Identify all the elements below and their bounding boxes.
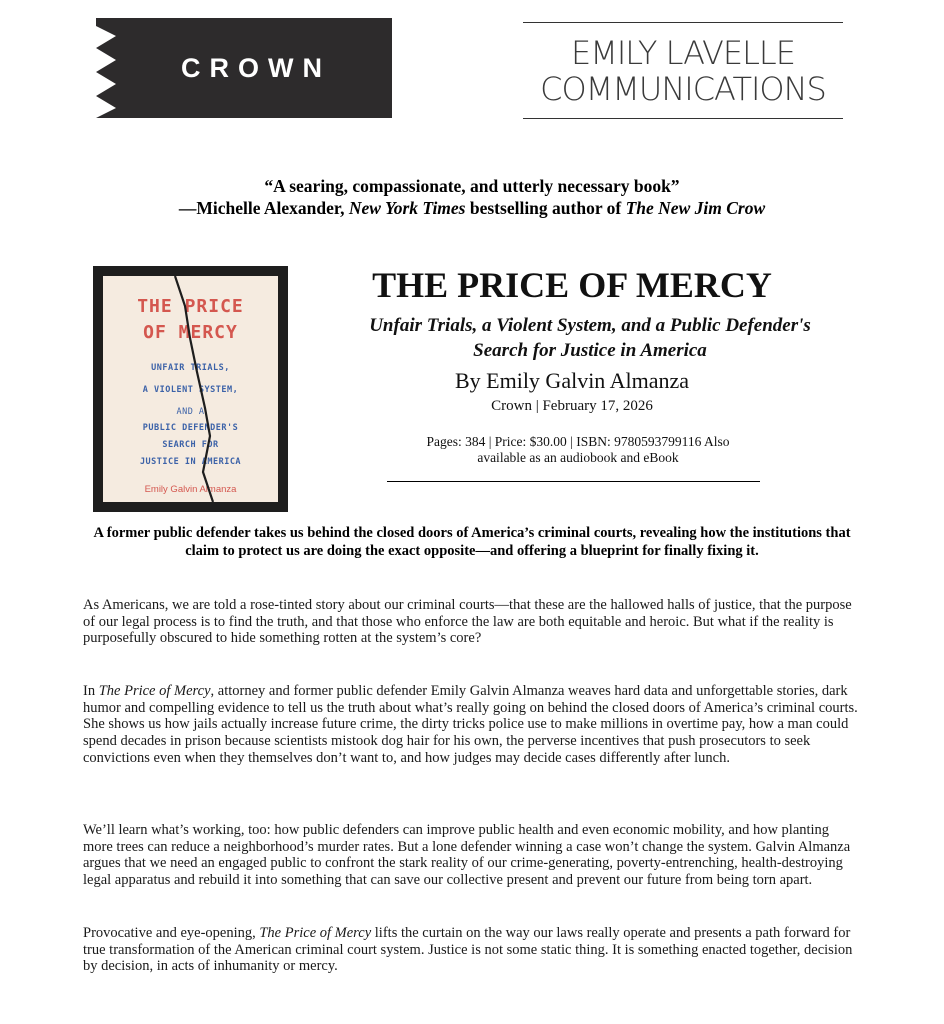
- p2-text: , attorney and former public defender Emily Galvin Almanza weaves hard data and unforgettable stories, dark humor and compelling evidence to tell us the truth about what’s really going on behind the closed doors of America’s criminal courts. She shows us how jails actually increase future crime, the dirty tricks police use to make millions in overtime pay, how a man could spend decades in prison because scientists mistook dog hair for his own, the perverse incentives that push prosecutors to seek convictions even when they themselves don’t want to, and how judges may decide cases differently after lunch.: [83, 683, 858, 766]
- endorsement-attribution: [0, 197, 944, 219]
- agency-logo-rule-bottom: [523, 118, 843, 119]
- book-subtitle: [296, 313, 884, 363]
- p4-book-title: The Price of Mercy: [259, 925, 372, 941]
- crown-logo-text: CROWN: [181, 52, 331, 83]
- cover-subtitle-line3: AND A: [176, 407, 205, 417]
- attribution-middle: bestselling author of: [465, 198, 626, 218]
- p4-intro: Provocative and eye-opening,: [83, 925, 260, 941]
- attribution-book: The New Jim Crow: [625, 198, 766, 218]
- agency-logo: [523, 22, 843, 122]
- agency-logo-rule-top: [523, 22, 843, 23]
- cover-title-line2: OF MERCY: [143, 322, 238, 343]
- book-cover-paper: [103, 276, 278, 502]
- lead-paragraph: A former public defender takes us behind the closed doors of America’s criminal courts, revealing how the institutions that claim to protect us are doing the exact opposite—and offering a blueprint for finally fixing it.: [93, 525, 851, 559]
- book-details-line1: Pages: 384 | Price: $30.00 | ISBN: 9780593799116 Also: [426, 434, 730, 449]
- cover-subtitle-line4: PUBLIC DEFENDER'S: [142, 423, 239, 433]
- book-title: THE PRICE OF MERCY: [372, 265, 772, 305]
- book-details: [380, 434, 776, 466]
- cover-subtitle-line1: UNFAIR TRIALS,: [151, 363, 230, 373]
- book-details-line2: available as an audiobook and eBook: [477, 450, 679, 465]
- attribution-publication: New York Times: [348, 198, 466, 218]
- p2-intro: In: [83, 683, 99, 699]
- agency-logo-line2: COMMUNICATIONS: [540, 70, 826, 108]
- cover-title-line1: THE PRICE: [137, 296, 244, 317]
- body-paragraph-3: We’ll learn what’s working, too: how public defenders can improve public health and even economic mobility, and how planting more trees can reduce a neighborhood’s murder rates. But a lone defender winning a case won’t change the system. Galvin Almanza argues that we need an engaged public to confront the stark reality of our crime-generating, poverty-entrenching, health-destroying legal apparatus and rebuild it into something that can save our collective present and prevent our future from being torn apart.: [83, 822, 851, 889]
- book-subtitle-line2: Search for Justice in America: [473, 340, 707, 361]
- book-publisher-date: Crown | February 17, 2026: [491, 398, 653, 414]
- cover-author: Emily Galvin Almanza: [144, 484, 237, 495]
- cover-subtitle-line5: SEARCH FOR: [162, 440, 219, 450]
- cover-subtitle-line6: JUSTICE IN AMERICA: [139, 457, 242, 467]
- endorsement-quote: “A searing, compassionate, and utterly necessary book”: [264, 176, 680, 196]
- body-paragraph-2: [83, 683, 861, 767]
- agency-logo-line1: EMILY LAVELLE: [571, 34, 795, 72]
- book-author: By Emily Galvin Almanza: [454, 368, 690, 393]
- crown-logo: [96, 18, 392, 118]
- attribution-prefix: —Michelle Alexander,: [178, 198, 349, 218]
- cover-subtitle-line2: A VIOLENT SYSTEM,: [142, 385, 239, 395]
- title-divider: [387, 481, 760, 482]
- body-paragraph-1: As Americans, we are told a rose-tinted story about our criminal courts—that these are the hallowed halls of justice, that the purpose of our legal process is to find the truth, and that those who enforce the law are both equitable and heroic. But what if the reality is purposefully obscured to hide something rotten at the system’s core?: [83, 597, 852, 647]
- p2-book-title: The Price of Mercy: [98, 683, 211, 699]
- book-cover: [93, 266, 288, 512]
- endorsement-blurb: [0, 175, 944, 219]
- body-paragraph-4: [83, 925, 861, 975]
- book-subtitle-line1: Unfair Trials, a Violent System, and a Public Defender's: [369, 315, 811, 336]
- p4-text: lifts the curtain on the way our laws really operate and presents a path forward for true transformation of the American criminal court system. Justice is not some static thing. It is something enacted together, decision by decision, in acts of inhumanity or mercy.: [83, 925, 853, 975]
- cover-crack-graphic: [103, 276, 278, 502]
